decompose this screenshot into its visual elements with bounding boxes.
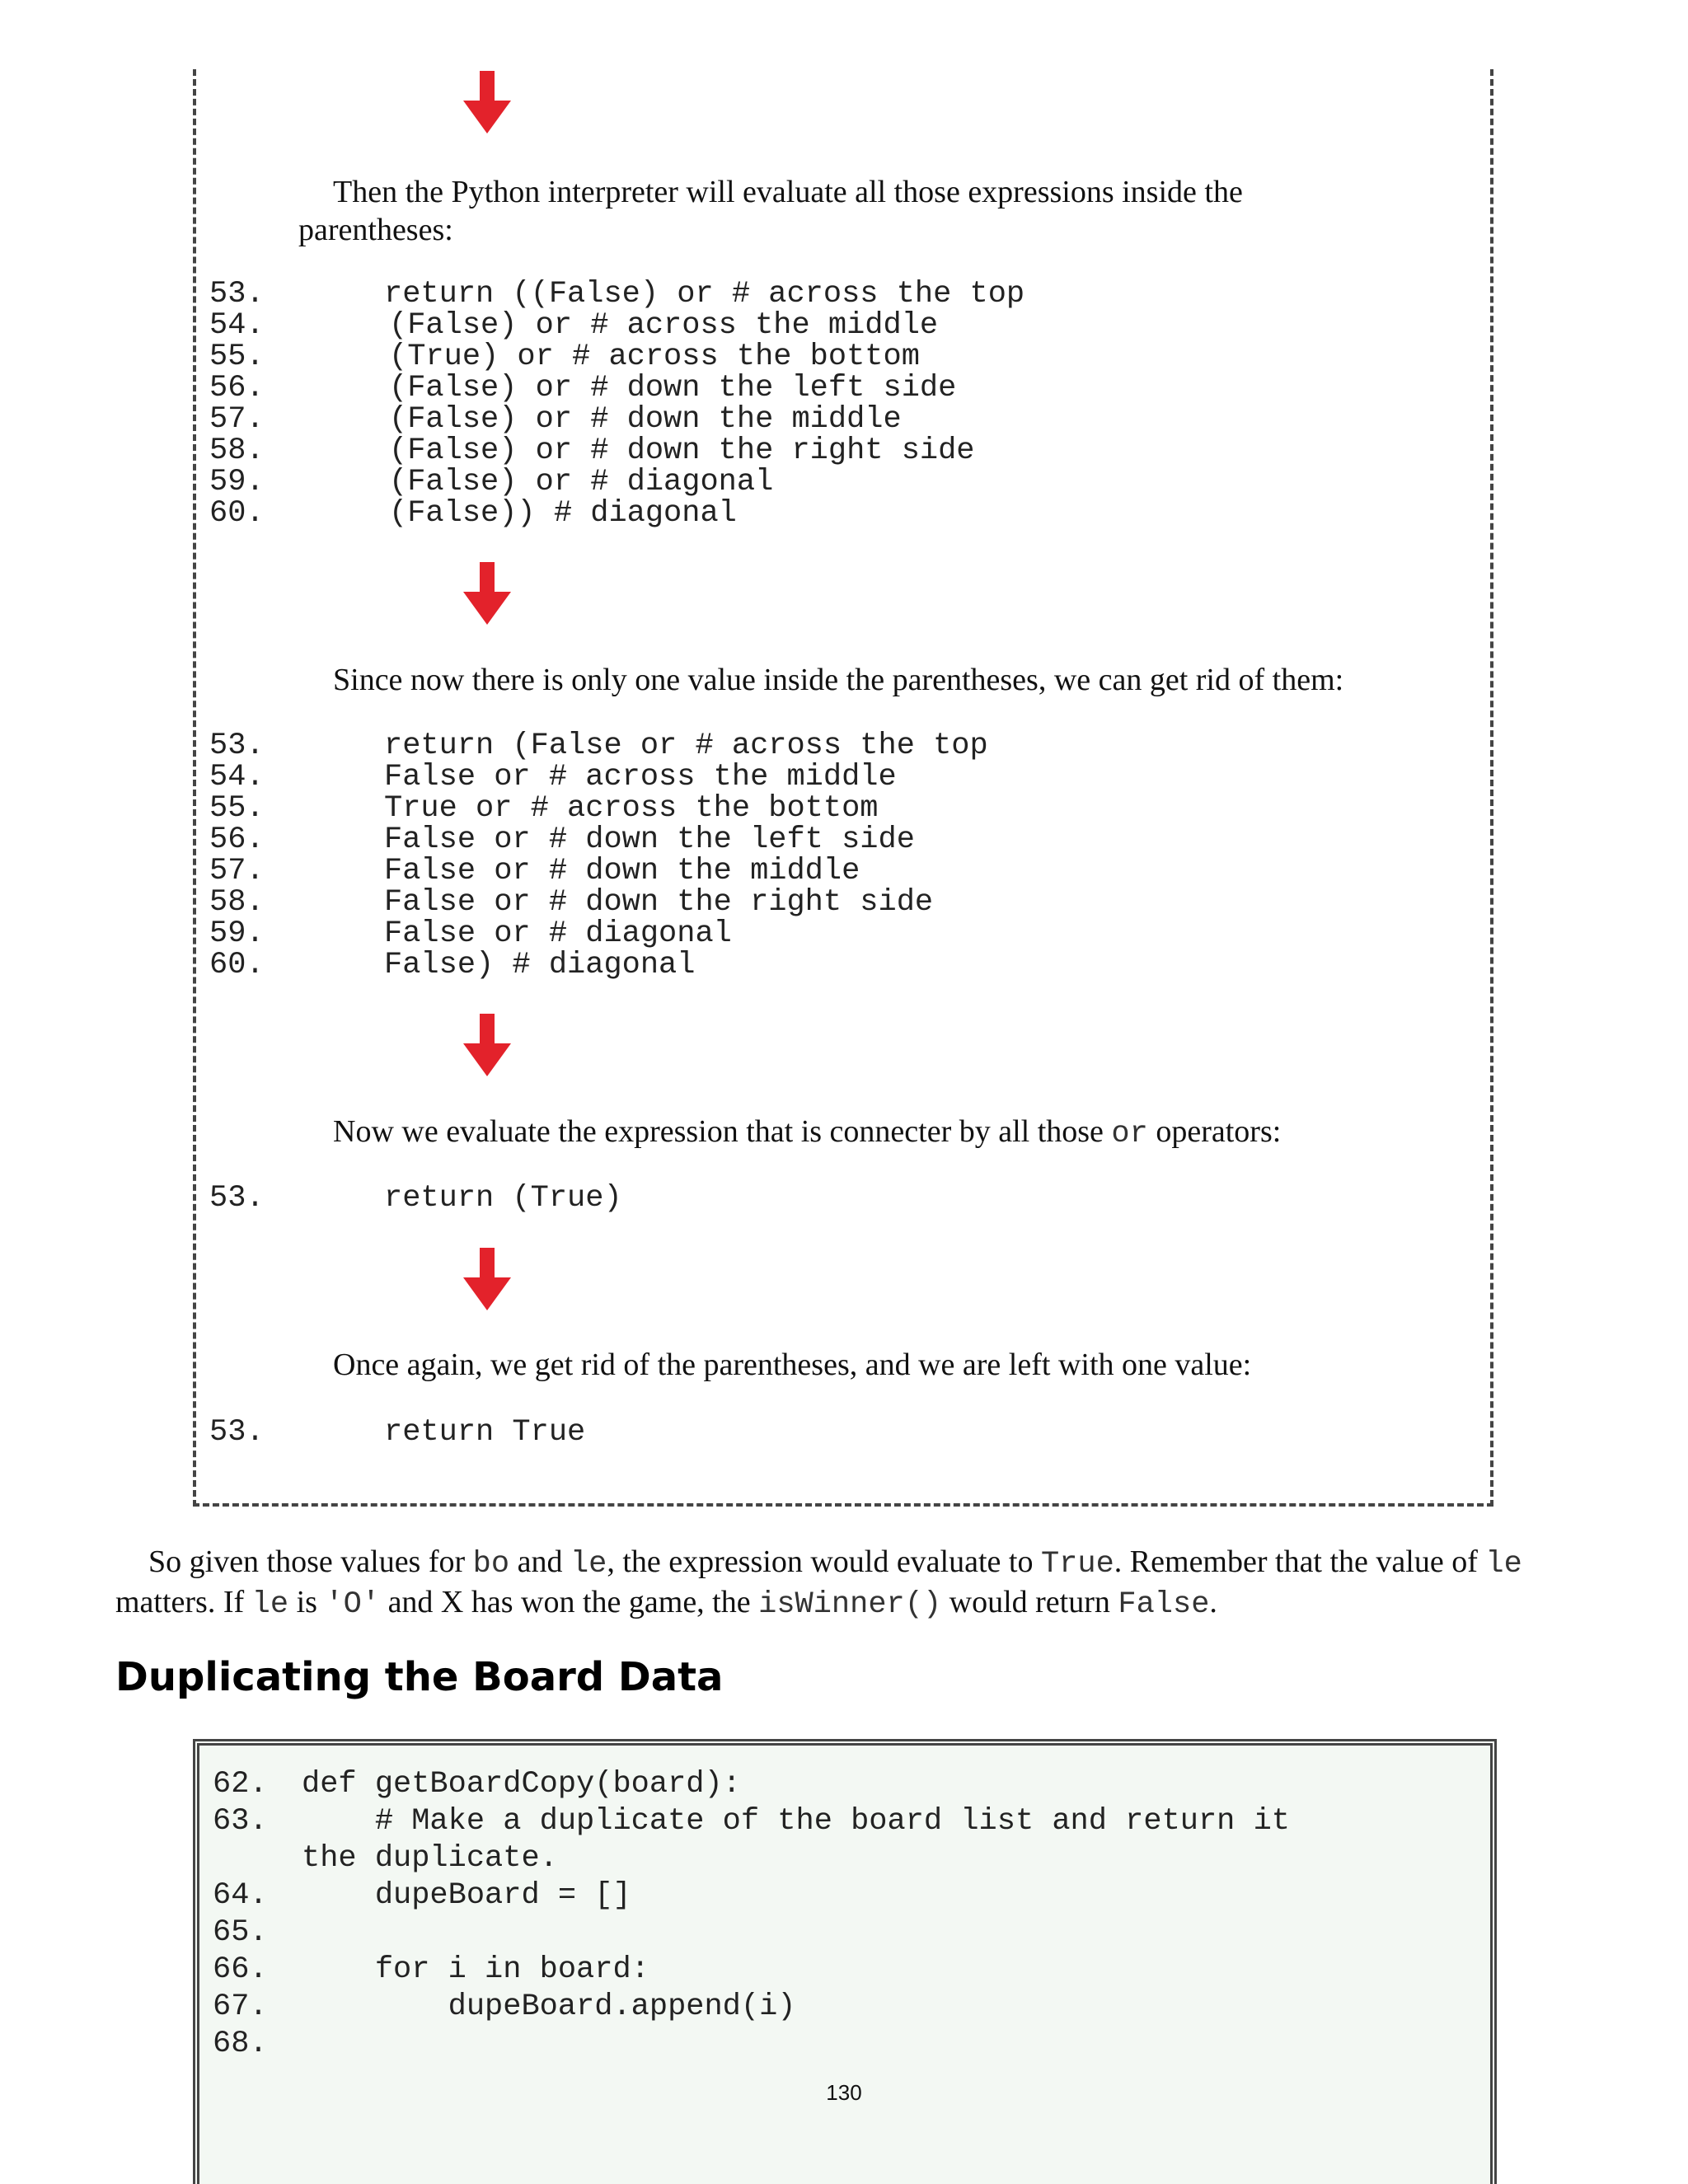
code-text: False or # down the middle (384, 854, 860, 888)
text-run: . Remember that the value of (1114, 1544, 1486, 1579)
line-number: 53. (209, 1181, 265, 1216)
explanation-paragraph: Once again, we get rid of the parentheses, and we are left with one value: (333, 1347, 1252, 1382)
code-text: (False) or # diagonal (389, 465, 774, 499)
line-number: 64. (213, 1878, 268, 1913)
line-number: 60. (209, 948, 265, 982)
inline-code: isWinner() (758, 1587, 942, 1622)
line-number: 56. (209, 371, 265, 405)
code-text: def getBoardCopy(board): (302, 1767, 741, 1802)
inline-code: le (1485, 1547, 1522, 1582)
text-run: Now we evaluate the expression that is connecter by all those (333, 1114, 1112, 1149)
text-run: and (509, 1544, 570, 1579)
text-run: would return (941, 1585, 1118, 1619)
explanation-paragraph: Since now there is only one value inside the parentheses, we can get rid of them: (333, 663, 1344, 697)
code-text: (True) or # across the bottom (389, 340, 920, 374)
code-text: (False) or # down the right side (389, 434, 975, 468)
text-run: So given those values for (148, 1544, 473, 1579)
line-number: 54. (209, 760, 265, 794)
code-text: False or # diagonal (384, 916, 732, 951)
line-number: 63. (213, 1804, 268, 1839)
line-number: 60. (209, 496, 265, 531)
line-number: 59. (209, 916, 265, 951)
inline-code: 'O' (325, 1587, 381, 1622)
code-text: dupeBoard.append(i) (302, 1990, 796, 2024)
inline-code: or (1111, 1117, 1148, 1151)
code-text: return (True) (384, 1181, 622, 1216)
code-text: return True (384, 1415, 586, 1450)
text-run: matters. If (115, 1585, 252, 1619)
text-run: , the expression would evaluate to (607, 1544, 1041, 1579)
line-number: 57. (209, 854, 265, 888)
down-arrow-icon (463, 71, 511, 134)
code-text: False or # down the right side (384, 885, 934, 920)
code-text: dupeBoard = [] (302, 1878, 631, 1913)
inline-code: le (570, 1547, 607, 1582)
code-text: False or # across the middle (384, 760, 897, 794)
code-text: return ((False) or # across the top (384, 277, 1025, 312)
line-number: 67. (213, 1990, 268, 2024)
line-number: 56. (209, 823, 265, 857)
line-number: 59. (209, 465, 265, 499)
line-number: 54. (209, 308, 265, 343)
code-text: (False)) # diagonal (389, 496, 737, 531)
code-text: (False) or # across the middle (389, 308, 939, 343)
inline-code: le (251, 1587, 289, 1622)
page-number: 130 (826, 2080, 862, 2105)
explanation-paragraph (333, 1113, 1487, 1153)
code-text: False) # diagonal (384, 948, 696, 982)
down-arrow-icon (463, 1014, 511, 1076)
inline-code: True (1040, 1547, 1114, 1582)
code-text: (False) or # down the left side (389, 371, 957, 405)
code-text: (False) or # down the middle (389, 402, 902, 437)
line-number: 57. (209, 402, 265, 437)
line-number: 62. (213, 1767, 268, 1802)
text-run: and X has won the game, the (380, 1585, 759, 1619)
section-heading: Duplicating the Board Data (115, 1654, 724, 1700)
text-run: . (1209, 1585, 1217, 1619)
code-listing-box (193, 1739, 1497, 2184)
inline-code: bo (472, 1547, 510, 1582)
line-number: 55. (209, 791, 265, 826)
summary-paragraph (115, 1543, 1541, 1624)
explanation-paragraph: Then the Python interpreter will evaluate all those expressions inside the parentheses: (298, 175, 1243, 247)
code-text: for i in board: (302, 1952, 649, 1987)
code-text: False or # down the left side (384, 823, 915, 857)
line-number: 53. (209, 277, 265, 312)
text-run: is (288, 1585, 326, 1619)
code-text: return (False or # across the top (384, 729, 988, 763)
line-number: 65. (213, 1915, 268, 1950)
text-run: operators: (1147, 1114, 1282, 1149)
line-number: 53. (209, 1415, 265, 1450)
code-text: # Make a duplicate of the board list and return it (302, 1804, 1290, 1839)
line-number: 58. (209, 434, 265, 468)
line-number: 68. (213, 2027, 268, 2061)
inline-code: False (1118, 1587, 1210, 1622)
line-number: 66. (213, 1952, 268, 1987)
line-number: 55. (209, 340, 265, 374)
line-number: 58. (209, 885, 265, 920)
line-number: 53. (209, 729, 265, 763)
down-arrow-icon (463, 1248, 511, 1310)
code-text: the duplicate. (302, 1841, 558, 1876)
down-arrow-icon (463, 562, 511, 625)
code-text: True or # across the bottom (384, 791, 879, 826)
